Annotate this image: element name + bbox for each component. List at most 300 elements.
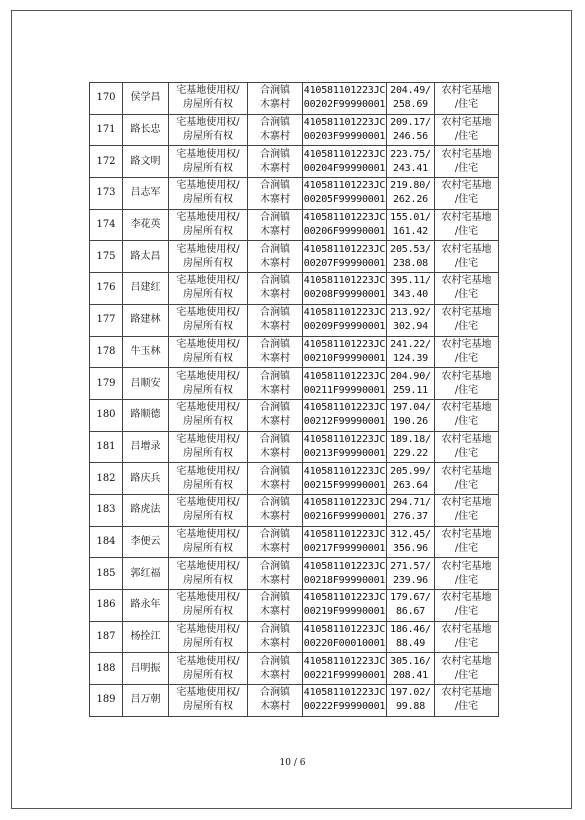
usage-cell bbox=[435, 526, 499, 558]
area-line-2: 190.26 bbox=[393, 416, 428, 428]
location-cell bbox=[248, 526, 303, 558]
right-type-line-2: 房屋所有权 bbox=[183, 479, 233, 491]
location-line-2: 木寨村 bbox=[260, 606, 290, 618]
unit-code-line-1: 410581101223JC bbox=[303, 85, 386, 97]
usage-cell bbox=[435, 431, 499, 463]
row-number-cell: 179 bbox=[90, 368, 123, 400]
owner-name-cell: 侯学昌 bbox=[123, 83, 169, 115]
owner-name-cell: 路建林 bbox=[123, 304, 169, 336]
usage-cell bbox=[435, 653, 499, 685]
location-line-2: 木寨村 bbox=[260, 542, 290, 554]
area-line-2: 262.26 bbox=[393, 194, 428, 206]
usage-line-1: 农村宅基地 bbox=[441, 560, 492, 572]
right-type-line-2: 房屋所有权 bbox=[183, 226, 233, 238]
right-type-line-1: 宅基地使用权/ bbox=[176, 243, 240, 255]
unit-code-line-1: 410581101223JC bbox=[303, 370, 386, 382]
area-line-1: 197.04/ bbox=[390, 402, 431, 414]
location-line-1: 合涧镇 bbox=[260, 592, 290, 604]
location-cell bbox=[248, 590, 303, 622]
usage-cell bbox=[435, 399, 499, 431]
unit-code-cell bbox=[303, 114, 387, 146]
area-cell bbox=[387, 114, 435, 146]
right-type-line-1: 宅基地使用权/ bbox=[176, 180, 240, 192]
location-line-1: 合涧镇 bbox=[260, 687, 290, 699]
records-table bbox=[89, 82, 499, 717]
area-line-2: 343.40 bbox=[393, 289, 428, 301]
area-line-1: 213.92/ bbox=[390, 307, 431, 319]
usage-cell bbox=[435, 621, 499, 653]
area-line-1: 395.11/ bbox=[390, 275, 431, 287]
right-type-line-1: 宅基地使用权/ bbox=[176, 560, 240, 572]
unit-code-line-1: 410581101223JC bbox=[303, 402, 386, 414]
area-line-1: 155.01/ bbox=[390, 212, 431, 224]
right-type-cell bbox=[169, 431, 248, 463]
area-line-1: 179.67/ bbox=[390, 592, 431, 604]
unit-code-line-2: 00220F00010001 bbox=[303, 638, 386, 650]
location-line-1: 合涧镇 bbox=[260, 85, 290, 97]
location-cell bbox=[248, 368, 303, 400]
location-line-2: 木寨村 bbox=[260, 226, 290, 238]
table-row bbox=[90, 241, 499, 273]
usage-line-1: 农村宅基地 bbox=[441, 655, 492, 667]
area-line-2: 356.96 bbox=[393, 542, 428, 554]
right-type-line-2: 房屋所有权 bbox=[183, 99, 233, 111]
location-cell bbox=[248, 83, 303, 115]
area-cell bbox=[387, 304, 435, 336]
unit-code-line-2: 00210F99990001 bbox=[303, 352, 386, 364]
right-type-line-2: 房屋所有权 bbox=[183, 131, 233, 143]
location-line-2: 木寨村 bbox=[260, 669, 290, 681]
location-line-1: 合涧镇 bbox=[260, 528, 290, 540]
right-type-line-2: 房屋所有权 bbox=[183, 194, 233, 206]
table-row bbox=[90, 399, 499, 431]
right-type-cell bbox=[169, 83, 248, 115]
area-cell bbox=[387, 178, 435, 210]
location-line-2: 木寨村 bbox=[260, 352, 290, 364]
right-type-line-2: 房屋所有权 bbox=[183, 257, 233, 269]
location-cell bbox=[248, 653, 303, 685]
right-type-line-1: 宅基地使用权/ bbox=[176, 528, 240, 540]
right-type-line-2: 房屋所有权 bbox=[183, 606, 233, 618]
location-cell bbox=[248, 399, 303, 431]
row-number-cell: 178 bbox=[90, 336, 123, 368]
unit-code-cell bbox=[303, 685, 387, 717]
area-cell bbox=[387, 209, 435, 241]
area-cell bbox=[387, 494, 435, 526]
right-type-cell bbox=[169, 146, 248, 178]
unit-code-cell bbox=[303, 526, 387, 558]
usage-line-2: /住宅 bbox=[454, 131, 479, 143]
area-line-2: 208.41 bbox=[393, 669, 428, 681]
area-cell bbox=[387, 83, 435, 115]
unit-code-line-1: 410581101223JC bbox=[303, 624, 386, 636]
unit-code-cell bbox=[303, 273, 387, 305]
unit-code-line-1: 410581101223JC bbox=[303, 687, 386, 699]
location-line-1: 合涧镇 bbox=[260, 243, 290, 255]
usage-cell bbox=[435, 336, 499, 368]
right-type-line-2: 房屋所有权 bbox=[183, 384, 233, 396]
location-line-2: 木寨村 bbox=[260, 99, 290, 111]
row-number-cell: 180 bbox=[90, 399, 123, 431]
location-line-2: 木寨村 bbox=[260, 162, 290, 174]
usage-line-2: /住宅 bbox=[454, 416, 479, 428]
area-line-2: 229.22 bbox=[393, 447, 428, 459]
location-line-2: 木寨村 bbox=[260, 321, 290, 333]
table-row bbox=[90, 368, 499, 400]
table-row bbox=[90, 146, 499, 178]
usage-line-1: 农村宅基地 bbox=[441, 370, 492, 382]
location-line-2: 木寨村 bbox=[260, 194, 290, 206]
area-line-2: 86.67 bbox=[395, 606, 426, 618]
right-type-cell bbox=[169, 368, 248, 400]
area-line-2: 263.64 bbox=[393, 479, 428, 491]
right-type-cell bbox=[169, 526, 248, 558]
table-row bbox=[90, 494, 499, 526]
area-line-1: 205.99/ bbox=[390, 465, 431, 477]
location-cell bbox=[248, 431, 303, 463]
unit-code-cell bbox=[303, 209, 387, 241]
location-cell bbox=[248, 558, 303, 590]
area-cell bbox=[387, 590, 435, 622]
row-number-cell: 185 bbox=[90, 558, 123, 590]
unit-code-cell bbox=[303, 336, 387, 368]
location-line-2: 木寨村 bbox=[260, 289, 290, 301]
area-line-2: 88.49 bbox=[395, 638, 426, 650]
right-type-line-1: 宅基地使用权/ bbox=[176, 655, 240, 667]
location-cell bbox=[248, 114, 303, 146]
location-line-2: 木寨村 bbox=[260, 574, 290, 586]
location-line-2: 木寨村 bbox=[260, 701, 290, 713]
usage-line-2: /住宅 bbox=[454, 99, 479, 111]
right-type-cell bbox=[169, 653, 248, 685]
unit-code-line-1: 410581101223JC bbox=[303, 117, 386, 129]
usage-line-2: /住宅 bbox=[454, 542, 479, 554]
unit-code-line-1: 410581101223JC bbox=[303, 433, 386, 445]
right-type-line-2: 房屋所有权 bbox=[183, 321, 233, 333]
unit-code-cell bbox=[303, 399, 387, 431]
unit-code-cell bbox=[303, 178, 387, 210]
table-row bbox=[90, 83, 499, 115]
table-row bbox=[90, 431, 499, 463]
usage-cell bbox=[435, 558, 499, 590]
unit-code-cell bbox=[303, 590, 387, 622]
area-cell bbox=[387, 368, 435, 400]
unit-code-cell bbox=[303, 494, 387, 526]
unit-code-line-2: 00219F99990001 bbox=[303, 606, 386, 618]
location-line-1: 合涧镇 bbox=[260, 624, 290, 636]
unit-code-cell bbox=[303, 146, 387, 178]
table-row bbox=[90, 685, 499, 717]
owner-name-cell: 路长忠 bbox=[123, 114, 169, 146]
row-number-cell: 189 bbox=[90, 685, 123, 717]
unit-code-line-1: 410581101223JC bbox=[303, 180, 386, 192]
location-line-2: 木寨村 bbox=[260, 511, 290, 523]
right-type-line-2: 房屋所有权 bbox=[183, 701, 233, 713]
location-cell bbox=[248, 463, 303, 495]
area-line-1: 205.53/ bbox=[390, 243, 431, 255]
unit-code-line-1: 410581101223JC bbox=[303, 528, 386, 540]
right-type-cell bbox=[169, 685, 248, 717]
unit-code-cell bbox=[303, 368, 387, 400]
area-line-1: 219.80/ bbox=[390, 180, 431, 192]
usage-line-1: 农村宅基地 bbox=[441, 433, 492, 445]
right-type-line-2: 房屋所有权 bbox=[183, 162, 233, 174]
location-line-1: 合涧镇 bbox=[260, 117, 290, 129]
location-cell bbox=[248, 178, 303, 210]
location-line-1: 合涧镇 bbox=[260, 307, 290, 319]
page-number: 10 / 6 bbox=[279, 758, 306, 768]
unit-code-line-2: 00216F99990001 bbox=[303, 511, 386, 523]
right-type-line-1: 宅基地使用权/ bbox=[176, 275, 240, 287]
row-number-cell: 184 bbox=[90, 526, 123, 558]
owner-name-cell: 吕志军 bbox=[123, 178, 169, 210]
unit-code-cell bbox=[303, 431, 387, 463]
right-type-line-1: 宅基地使用权/ bbox=[176, 465, 240, 477]
area-line-1: 241.22/ bbox=[390, 338, 431, 350]
usage-line-2: /住宅 bbox=[454, 226, 479, 238]
location-line-1: 合涧镇 bbox=[260, 465, 290, 477]
table-row bbox=[90, 273, 499, 305]
owner-name-cell: 路文明 bbox=[123, 146, 169, 178]
area-line-1: 294.71/ bbox=[390, 497, 431, 509]
right-type-line-2: 房屋所有权 bbox=[183, 352, 233, 364]
location-line-1: 合涧镇 bbox=[260, 148, 290, 160]
right-type-line-2: 房屋所有权 bbox=[183, 289, 233, 301]
area-line-1: 209.17/ bbox=[390, 117, 431, 129]
unit-code-cell bbox=[303, 558, 387, 590]
area-line-2: 239.96 bbox=[393, 574, 428, 586]
owner-name-cell: 李花英 bbox=[123, 209, 169, 241]
usage-cell bbox=[435, 494, 499, 526]
right-type-line-1: 宅基地使用权/ bbox=[176, 148, 240, 160]
usage-line-1: 农村宅基地 bbox=[441, 592, 492, 604]
right-type-cell bbox=[169, 178, 248, 210]
usage-line-2: /住宅 bbox=[454, 257, 479, 269]
unit-code-line-2: 00222F99990001 bbox=[303, 701, 386, 713]
location-cell bbox=[248, 621, 303, 653]
owner-name-cell: 吕万朝 bbox=[123, 685, 169, 717]
table-body bbox=[90, 83, 499, 717]
right-type-line-1: 宅基地使用权/ bbox=[176, 433, 240, 445]
unit-code-line-1: 410581101223JC bbox=[303, 497, 386, 509]
unit-code-line-2: 00215F99990001 bbox=[303, 479, 386, 491]
location-line-2: 木寨村 bbox=[260, 384, 290, 396]
usage-line-2: /住宅 bbox=[454, 574, 479, 586]
table-row bbox=[90, 209, 499, 241]
table-row bbox=[90, 526, 499, 558]
area-cell bbox=[387, 241, 435, 273]
usage-line-1: 农村宅基地 bbox=[441, 338, 492, 350]
area-line-1: 189.18/ bbox=[390, 433, 431, 445]
row-number-cell: 186 bbox=[90, 590, 123, 622]
unit-code-cell bbox=[303, 621, 387, 653]
usage-line-1: 农村宅基地 bbox=[441, 307, 492, 319]
unit-code-line-1: 410581101223JC bbox=[303, 592, 386, 604]
unit-code-line-2: 00206F99990001 bbox=[303, 226, 386, 238]
location-line-1: 合涧镇 bbox=[260, 180, 290, 192]
unit-code-line-2: 00211F99990001 bbox=[303, 384, 386, 396]
usage-line-1: 农村宅基地 bbox=[441, 243, 492, 255]
location-line-2: 木寨村 bbox=[260, 416, 290, 428]
location-cell bbox=[248, 685, 303, 717]
area-cell bbox=[387, 685, 435, 717]
row-number-cell: 175 bbox=[90, 241, 123, 273]
unit-code-line-2: 00205F99990001 bbox=[303, 194, 386, 206]
location-cell bbox=[248, 273, 303, 305]
area-cell bbox=[387, 653, 435, 685]
location-line-2: 木寨村 bbox=[260, 638, 290, 650]
usage-cell bbox=[435, 463, 499, 495]
unit-code-line-2: 00213F99990001 bbox=[303, 447, 386, 459]
row-number-cell: 183 bbox=[90, 494, 123, 526]
location-line-1: 合涧镇 bbox=[260, 275, 290, 287]
usage-line-1: 农村宅基地 bbox=[441, 117, 492, 129]
usage-line-2: /住宅 bbox=[454, 638, 479, 650]
row-number-cell: 182 bbox=[90, 463, 123, 495]
unit-code-line-2: 00203F99990001 bbox=[303, 131, 386, 143]
table-row bbox=[90, 178, 499, 210]
area-line-2: 238.08 bbox=[393, 257, 428, 269]
usage-line-1: 农村宅基地 bbox=[441, 85, 492, 97]
owner-name-cell: 路永年 bbox=[123, 590, 169, 622]
right-type-cell bbox=[169, 590, 248, 622]
right-type-cell bbox=[169, 304, 248, 336]
location-cell bbox=[248, 241, 303, 273]
area-cell bbox=[387, 558, 435, 590]
location-line-2: 木寨村 bbox=[260, 479, 290, 491]
usage-line-2: /住宅 bbox=[454, 669, 479, 681]
owner-name-cell: 李便云 bbox=[123, 526, 169, 558]
location-cell bbox=[248, 209, 303, 241]
unit-code-line-1: 410581101223JC bbox=[303, 148, 386, 160]
location-line-1: 合涧镇 bbox=[260, 655, 290, 667]
right-type-cell bbox=[169, 114, 248, 146]
right-type-line-1: 宅基地使用权/ bbox=[176, 370, 240, 382]
area-cell bbox=[387, 526, 435, 558]
usage-line-2: /住宅 bbox=[454, 701, 479, 713]
unit-code-line-2: 00204F99990001 bbox=[303, 162, 386, 174]
row-number-cell: 171 bbox=[90, 114, 123, 146]
table-row bbox=[90, 653, 499, 685]
table-row bbox=[90, 621, 499, 653]
location-cell bbox=[248, 304, 303, 336]
unit-code-line-2: 00209F99990001 bbox=[303, 321, 386, 333]
usage-line-2: /住宅 bbox=[454, 384, 479, 396]
unit-code-line-1: 410581101223JC bbox=[303, 212, 386, 224]
location-line-1: 合涧镇 bbox=[260, 560, 290, 572]
area-cell bbox=[387, 431, 435, 463]
right-type-line-1: 宅基地使用权/ bbox=[176, 117, 240, 129]
area-line-2: 302.94 bbox=[393, 321, 428, 333]
row-number-cell: 172 bbox=[90, 146, 123, 178]
usage-line-2: /住宅 bbox=[454, 289, 479, 301]
usage-line-2: /住宅 bbox=[454, 352, 479, 364]
location-line-1: 合涧镇 bbox=[260, 370, 290, 382]
location-cell bbox=[248, 494, 303, 526]
area-line-1: 223.75/ bbox=[390, 148, 431, 160]
location-line-1: 合涧镇 bbox=[260, 212, 290, 224]
area-cell bbox=[387, 621, 435, 653]
unit-code-line-1: 410581101223JC bbox=[303, 243, 386, 255]
unit-code-line-2: 00212F99990001 bbox=[303, 416, 386, 428]
usage-line-1: 农村宅基地 bbox=[441, 624, 492, 636]
area-cell bbox=[387, 399, 435, 431]
owner-name-cell: 郭红福 bbox=[123, 558, 169, 590]
owner-name-cell: 路太昌 bbox=[123, 241, 169, 273]
area-line-1: 312.45/ bbox=[390, 528, 431, 540]
owner-name-cell: 路顺德 bbox=[123, 399, 169, 431]
unit-code-cell bbox=[303, 304, 387, 336]
right-type-line-2: 房屋所有权 bbox=[183, 511, 233, 523]
table-row bbox=[90, 304, 499, 336]
usage-cell bbox=[435, 590, 499, 622]
area-cell bbox=[387, 463, 435, 495]
table-row bbox=[90, 590, 499, 622]
usage-cell bbox=[435, 178, 499, 210]
right-type-line-1: 宅基地使用权/ bbox=[176, 592, 240, 604]
right-type-cell bbox=[169, 463, 248, 495]
area-cell bbox=[387, 336, 435, 368]
right-type-cell bbox=[169, 241, 248, 273]
usage-cell bbox=[435, 209, 499, 241]
usage-cell bbox=[435, 83, 499, 115]
area-line-2: 124.39 bbox=[393, 352, 428, 364]
area-line-1: 305.16/ bbox=[390, 655, 431, 667]
right-type-line-1: 宅基地使用权/ bbox=[176, 497, 240, 509]
table-row bbox=[90, 114, 499, 146]
location-line-2: 木寨村 bbox=[260, 257, 290, 269]
unit-code-cell bbox=[303, 463, 387, 495]
unit-code-cell bbox=[303, 241, 387, 273]
unit-code-line-1: 410581101223JC bbox=[303, 655, 386, 667]
right-type-line-1: 宅基地使用权/ bbox=[176, 687, 240, 699]
usage-line-2: /住宅 bbox=[454, 447, 479, 459]
unit-code-cell bbox=[303, 653, 387, 685]
right-type-line-1: 宅基地使用权/ bbox=[176, 338, 240, 350]
right-type-line-1: 宅基地使用权/ bbox=[176, 307, 240, 319]
right-type-line-2: 房屋所有权 bbox=[183, 447, 233, 459]
area-line-2: 258.69 bbox=[393, 99, 428, 111]
unit-code-line-2: 00218F99990001 bbox=[303, 574, 386, 586]
owner-name-cell: 杨拴江 bbox=[123, 621, 169, 653]
area-line-2: 246.56 bbox=[393, 131, 428, 143]
row-number-cell: 174 bbox=[90, 209, 123, 241]
owner-name-cell: 吕增录 bbox=[123, 431, 169, 463]
location-line-2: 木寨村 bbox=[260, 447, 290, 459]
right-type-cell bbox=[169, 558, 248, 590]
owner-name-cell: 吕明振 bbox=[123, 653, 169, 685]
location-cell bbox=[248, 336, 303, 368]
location-cell bbox=[248, 146, 303, 178]
usage-line-1: 农村宅基地 bbox=[441, 148, 492, 160]
usage-line-1: 农村宅基地 bbox=[441, 497, 492, 509]
usage-line-1: 农村宅基地 bbox=[441, 465, 492, 477]
table-row bbox=[90, 336, 499, 368]
row-number-cell: 176 bbox=[90, 273, 123, 305]
location-line-1: 合涧镇 bbox=[260, 338, 290, 350]
right-type-cell bbox=[169, 209, 248, 241]
area-line-2: 99.88 bbox=[395, 701, 426, 713]
right-type-cell bbox=[169, 273, 248, 305]
owner-name-cell: 吕建红 bbox=[123, 273, 169, 305]
usage-line-2: /住宅 bbox=[454, 511, 479, 523]
row-number-cell: 173 bbox=[90, 178, 123, 210]
usage-line-1: 农村宅基地 bbox=[441, 275, 492, 287]
area-line-2: 243.41 bbox=[393, 162, 428, 174]
right-type-line-2: 房屋所有权 bbox=[183, 638, 233, 650]
area-line-1: 271.57/ bbox=[390, 560, 431, 572]
area-cell bbox=[387, 273, 435, 305]
